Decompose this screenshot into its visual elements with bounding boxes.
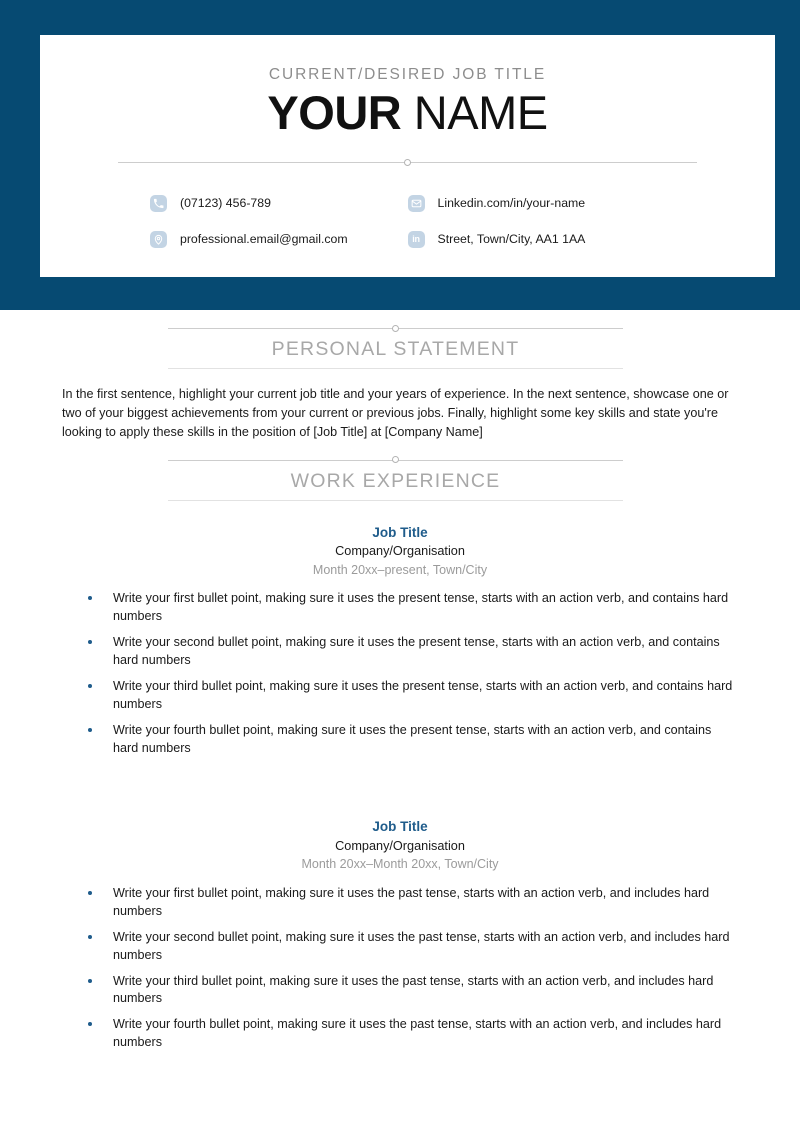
bullet-dot-icon bbox=[88, 728, 92, 732]
bullet-dot-icon bbox=[88, 979, 92, 983]
bullet-dot-icon bbox=[88, 891, 92, 895]
list-item bbox=[62, 1016, 738, 1052]
bullet-dot-icon bbox=[88, 1022, 92, 1026]
section-divider-top bbox=[168, 328, 623, 329]
divider-circle-icon bbox=[392, 325, 399, 332]
section-title-work-experience: WORK EXPERIENCE bbox=[290, 469, 501, 492]
section-divider-top bbox=[168, 460, 623, 461]
location-pin-icon bbox=[150, 231, 167, 248]
job-dates: Month 20xx–present, Town/City bbox=[312, 562, 488, 577]
current-desired-job-title: CURRENT/DESIRED JOB TITLE bbox=[268, 66, 547, 83]
bullet-text: Write your second bullet point, making sure it uses the past tense, starts with an action verb, and includes hard numbers bbox=[113, 929, 730, 962]
section-title-personal-statement: PERSONAL STATEMENT bbox=[271, 338, 520, 360]
bullet-text: Write your third bullet point, making sure it uses the past tense, starts with an action verb, and includes hard numbers bbox=[113, 973, 714, 1006]
personal-statement-body: In the first sentence, highlight your current job title and your years of experience. In the next sentence, showcase one or two of your biggest achievements from your current or previous jobs. Finally, highlight some key skills and state you're looking to apply these skills in the position of [Job Title] at [Company Name] bbox=[62, 387, 729, 439]
contact-item-email[interactable] bbox=[150, 221, 408, 257]
contact-item-phone[interactable] bbox=[150, 185, 408, 221]
header-blue-band bbox=[0, 0, 800, 310]
name-last: NAME bbox=[401, 86, 548, 139]
bullet-text: Write your third bullet point, making sure it uses the present tense, starts with an action verb, and contains hard numbers bbox=[113, 678, 733, 711]
mail-icon bbox=[408, 195, 425, 212]
bullet-text: Write your second bullet point, making sure it uses the present tense, starts with an action verb, and contains hard numbers bbox=[113, 635, 720, 668]
divider-circle-icon bbox=[404, 159, 411, 166]
contact-item-address[interactable] bbox=[408, 221, 666, 257]
phone-icon bbox=[150, 195, 167, 212]
job-role: Job Title bbox=[372, 524, 428, 540]
job-entry bbox=[0, 817, 800, 1052]
section-divider-bottom bbox=[168, 368, 623, 369]
bullet-text: Write your fourth bullet point, making sure it uses the present tense, starts with an action verb, and contains hard numbers bbox=[113, 722, 712, 755]
list-item bbox=[62, 885, 738, 921]
page-title bbox=[40, 86, 775, 139]
job-role: Job Title bbox=[372, 819, 428, 835]
job-heading bbox=[0, 817, 800, 874]
job-company: Company/Organisation bbox=[335, 838, 465, 853]
bullet-text: Write your fourth bullet point, making sure it uses the past tense, starts with an action verb, and includes hard numbers bbox=[113, 1017, 722, 1050]
list-item bbox=[62, 722, 738, 758]
job-company: Company/Organisation bbox=[335, 544, 465, 559]
job-entry bbox=[0, 523, 800, 758]
bullet-text: Write your first bullet point, making sure it uses the present tense, starts with an action verb, and contains hard numbers bbox=[113, 591, 729, 624]
bullet-text: Write your first bullet point, making sure it uses the past tense, starts with an action verb, and includes hard numbers bbox=[113, 886, 710, 918]
list-item bbox=[62, 929, 738, 965]
section-work-experience bbox=[0, 442, 800, 1052]
list-item bbox=[62, 678, 738, 714]
contact-item-linkedin-url[interactable] bbox=[408, 185, 666, 221]
bullet-dot-icon bbox=[88, 935, 92, 939]
contact-details bbox=[150, 163, 665, 257]
contact-text-linkedin-url: Linkedin.com/in/your-name bbox=[437, 196, 586, 210]
header-divider bbox=[118, 162, 697, 163]
bullet-dot-icon bbox=[88, 684, 92, 688]
contact-text-phone: (07123) 456-789 bbox=[180, 196, 271, 210]
bullet-dot-icon bbox=[88, 596, 92, 600]
job-heading bbox=[0, 523, 800, 580]
contact-text-address: Street, Town/City, AA1 1AA bbox=[437, 232, 586, 246]
name-first: YOUR bbox=[267, 86, 402, 139]
contact-text-email: professional.email@gmail.com bbox=[180, 232, 348, 246]
list-item bbox=[62, 634, 738, 670]
section-head-work-experience bbox=[168, 442, 623, 501]
list-item bbox=[62, 973, 738, 1009]
section-head-personal-statement bbox=[168, 310, 623, 369]
resume-body bbox=[0, 310, 800, 1060]
section-personal-statement bbox=[0, 310, 800, 442]
job-dates: Month 20xx–Month 20xx, Town/City bbox=[301, 857, 499, 872]
header-white-card bbox=[40, 35, 775, 277]
section-divider-bottom bbox=[168, 500, 623, 501]
job-spacer bbox=[0, 765, 800, 795]
linkedin-icon: in bbox=[408, 231, 425, 248]
job-bullet-list bbox=[62, 590, 738, 757]
bullet-dot-icon bbox=[88, 640, 92, 644]
list-item bbox=[62, 590, 738, 626]
job-bullet-list bbox=[62, 885, 738, 1052]
